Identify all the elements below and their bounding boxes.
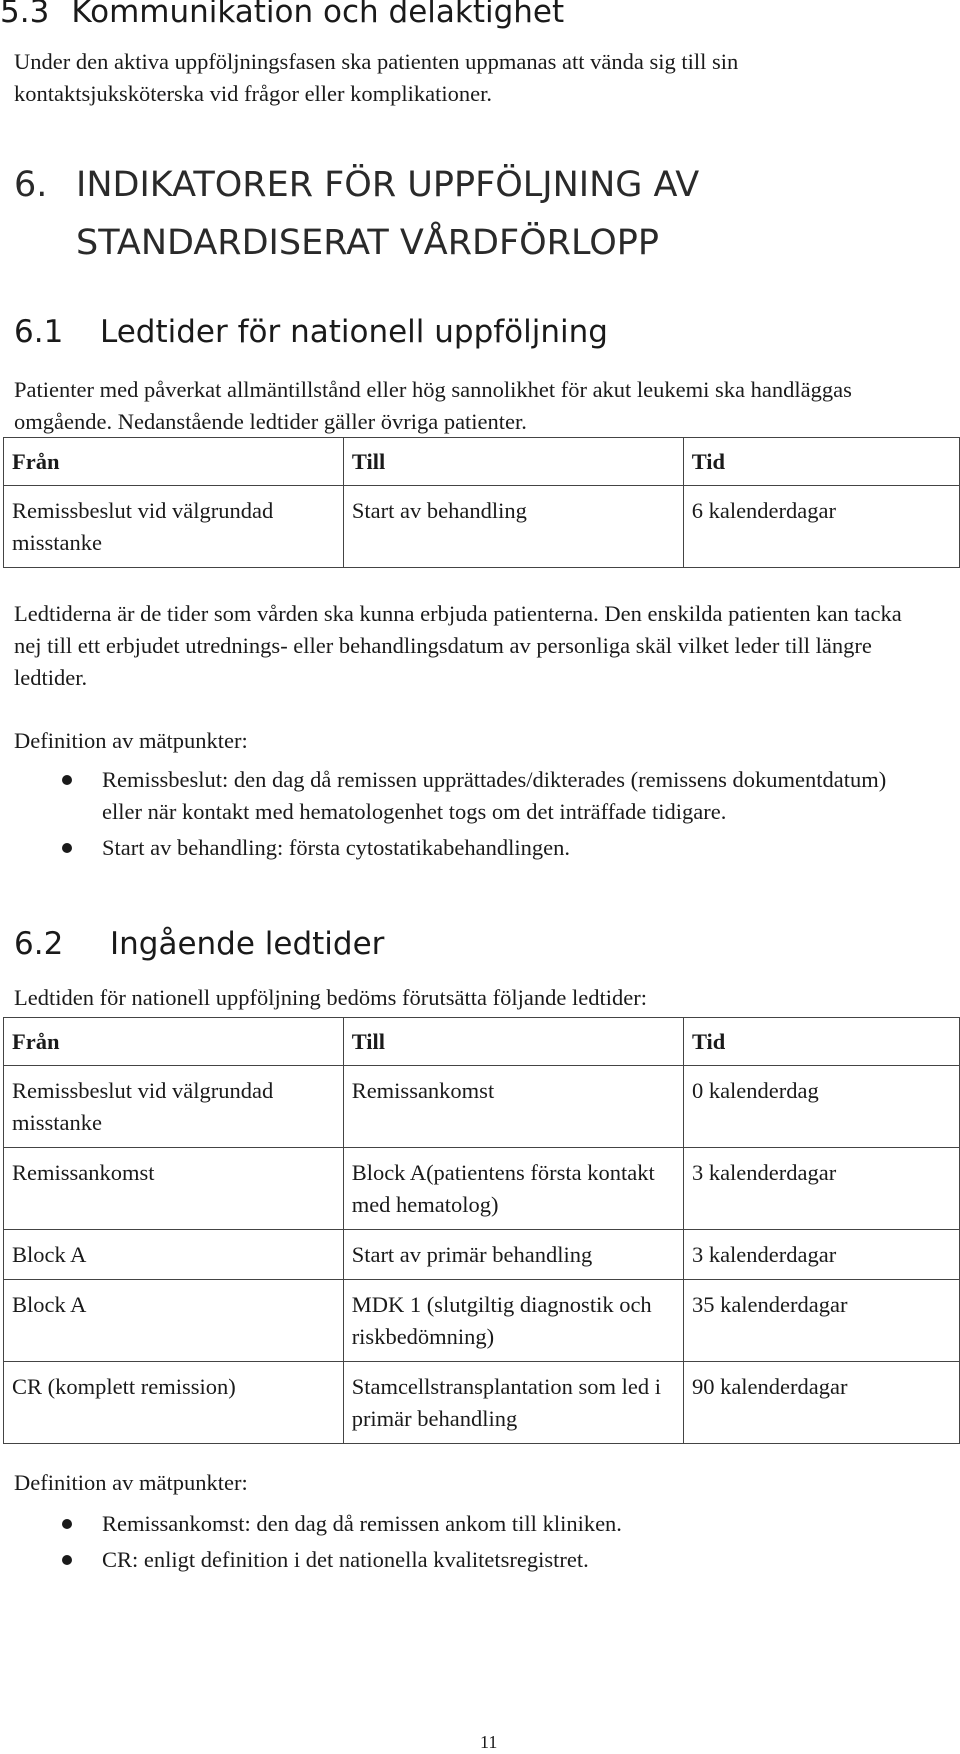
list-item-text: Remissbeslut: den dag då remissen upprättades/dikterades (remissens dokumentdatum) eller när kontakt med hematologenhet togs om det inträffade tidigare. (102, 767, 887, 824)
cell-time: 6 kalenderdagar (683, 486, 959, 568)
list-item (62, 1544, 892, 1576)
table-row (4, 1148, 960, 1230)
cell-to: Block A(patientens första kontakt med hematolog) (343, 1148, 683, 1230)
table-header-row (4, 1018, 960, 1066)
table-row (4, 486, 960, 568)
table-row (4, 1280, 960, 1362)
cell-to: Start av behandling (343, 486, 683, 568)
list-item (62, 764, 892, 828)
page-number: 11 (480, 1732, 498, 1752)
cell-to: MDK 1 (slutgiltig diagnostik och riskbedömning) (343, 1280, 683, 1362)
section-6-2-heading (14, 926, 384, 962)
col-header-from: Från (4, 438, 344, 486)
table-row (4, 1230, 960, 1280)
col-header-time: Tid (683, 1018, 959, 1066)
cell-time: 90 kalenderdagar (683, 1362, 959, 1444)
section-6-1-heading (14, 314, 608, 350)
table-row (4, 1362, 960, 1444)
section-6-1-after-table: Ledtiderna är de tider som vården ska kunna erbjuda patienterna. Den enskilda patienten kan tacka nej till ett erbjudet utrednings- eller behandlingsdatum av personliga skäl vilket leder till längre ledtider. (14, 601, 902, 690)
definition-heading: Definition av mätpunkter: (14, 728, 248, 753)
cell-from: Remissbeslut vid välgrundad misstanke (4, 486, 344, 568)
leadtime-table-included (3, 1017, 960, 1444)
section-5-3-text: Under den aktiva uppföljningsfasen ska patienten uppmanas att vända sig till sin kontaktsjuksköterska vid frågor eller komplikationer. (14, 49, 739, 106)
table-row (4, 1066, 960, 1148)
col-header-from: Från (4, 1018, 344, 1066)
chapter-number: 6. (14, 165, 48, 205)
col-header-to: Till (343, 1018, 683, 1066)
bullet-icon (62, 1519, 72, 1529)
cell-to: Stamcellstransplantation som led i primär behandling (343, 1362, 683, 1444)
cell-time: 35 kalenderdagar (683, 1280, 959, 1362)
cell-time: 0 kalenderdag (683, 1066, 959, 1148)
section-6-2-intro: Ledtiden för nationell uppföljning bedöms förutsätta följande ledtider: (14, 985, 647, 1010)
chapter-6-heading (14, 156, 699, 272)
bullet-icon (62, 843, 72, 853)
cell-from: Remissankomst (4, 1148, 344, 1230)
col-header-time: Tid (683, 438, 959, 486)
definition-list (62, 1508, 892, 1580)
definition-heading: Definition av mätpunkter: (14, 1470, 248, 1495)
cell-from: Block A (4, 1230, 344, 1280)
bullet-icon (62, 1555, 72, 1565)
list-item-text: Remissankomst: den dag då remissen ankom till kliniken. (102, 1511, 622, 1536)
list-item (62, 1508, 892, 1540)
list-item-text: CR: enligt definition i det nationella kvalitetsregistret. (102, 1547, 589, 1572)
cell-to: Start av primär behandling (343, 1230, 683, 1280)
table-header-row (4, 438, 960, 486)
leadtime-table-national (3, 437, 960, 568)
cell-from: CR (komplett remission) (4, 1362, 344, 1444)
chapter-title-line1: INDIKATORER FÖR UPPFÖLJNING AV (76, 165, 700, 205)
cell-time: 3 kalenderdagar (683, 1230, 959, 1280)
cell-to: Remissankomst (343, 1066, 683, 1148)
section-number: 5.3 (0, 0, 50, 30)
section-title: Ledtider för nationell uppföljning (100, 314, 608, 350)
definition-list (62, 764, 892, 868)
section-title: Kommunikation och delaktighet (71, 0, 565, 30)
bullet-icon (62, 775, 72, 785)
section-number: 6.2 (14, 926, 64, 962)
chapter-title-line2: STANDARDISERAT VÅRDFÖRLOPP (76, 223, 660, 263)
list-item (62, 832, 892, 864)
list-item-text: Start av behandling: första cytostatikabehandlingen. (102, 835, 570, 860)
cell-from: Block A (4, 1280, 344, 1362)
section-6-1-intro: Patienter med påverkat allmäntillstånd eller hög sannolikhet för akut leukemi ska handläggas omgående. Nedanstående ledtider gäller övriga patienter. (14, 377, 852, 434)
section-number: 6.1 (14, 314, 64, 350)
section-5-3-heading (0, 0, 564, 30)
section-title: Ingående ledtider (110, 926, 385, 962)
cell-from: Remissbeslut vid välgrundad misstanke (4, 1066, 344, 1148)
col-header-to: Till (343, 438, 683, 486)
cell-time: 3 kalenderdagar (683, 1148, 959, 1230)
